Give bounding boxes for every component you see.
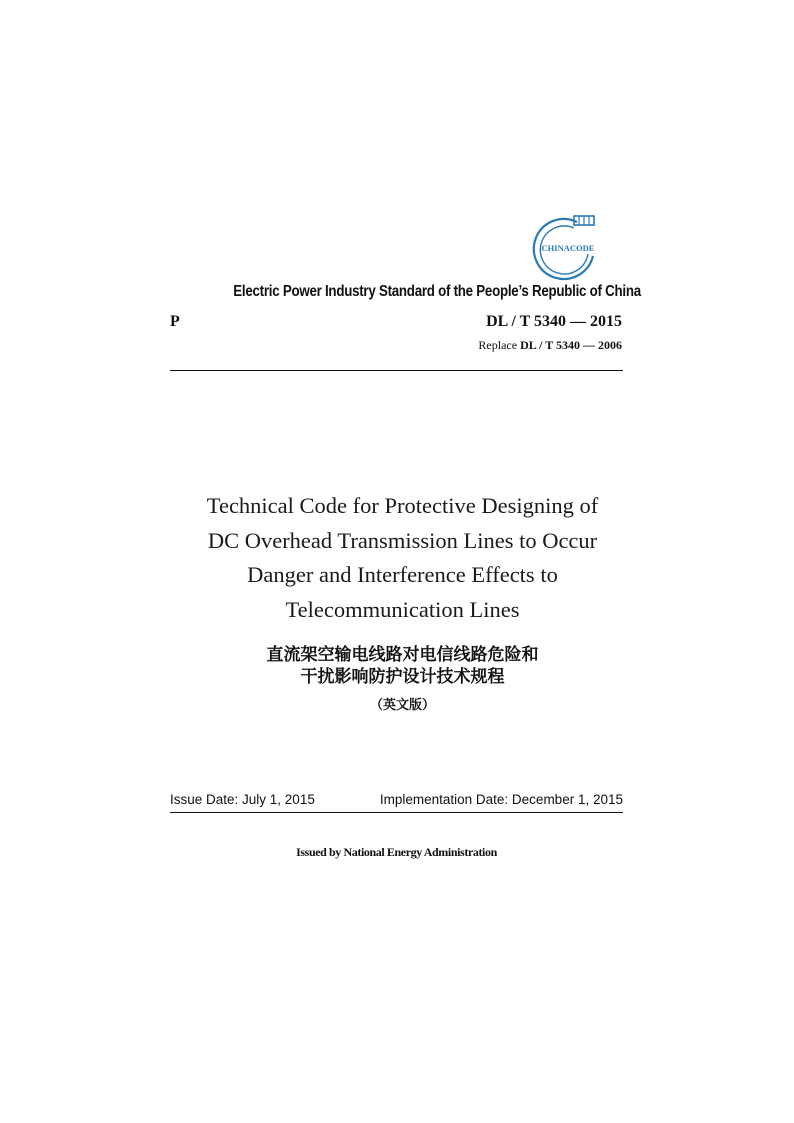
chinese-title-line: 直流架空输电线路对电信线路危险和 [266,645,539,665]
replaced-standard-number: DL / T 5340 — 2006 [520,338,622,352]
classification-code: P [170,313,180,330]
logo-text: CHINACODE [541,243,595,253]
english-title-line: Technical Code for Protective Designing of [206,493,599,518]
english-title [120,489,685,627]
replace-prefix: Replace [478,338,521,352]
chinese-title-line: 干扰影响防护设计技术规程 [300,667,505,687]
implementation-date: Implementation Date: December 1, 2015 [379,792,623,807]
issuer: Issued by National Energy Administration [296,845,497,859]
chinese-title [150,644,655,688]
footer-divider [170,812,623,813]
header-divider [170,370,623,371]
issue-date: Issue Date: July 1, 2015 [170,792,315,807]
english-title-line: Danger and Interference Effects to [247,562,558,587]
chinacode-logo [530,212,600,282]
header-title: Electric Power Industry Standard of the People’s Republic of China [233,283,641,300]
standard-number: DL / T 5340 — 2015 [486,313,622,330]
replace-line [478,338,622,353]
edition-label: （英文版） [369,698,435,713]
english-title-line: DC Overhead Transmission Lines to Occur [207,527,598,553]
english-title-line: Telecommunication Lines [285,596,520,622]
chinacode-logo-icon [530,212,600,282]
